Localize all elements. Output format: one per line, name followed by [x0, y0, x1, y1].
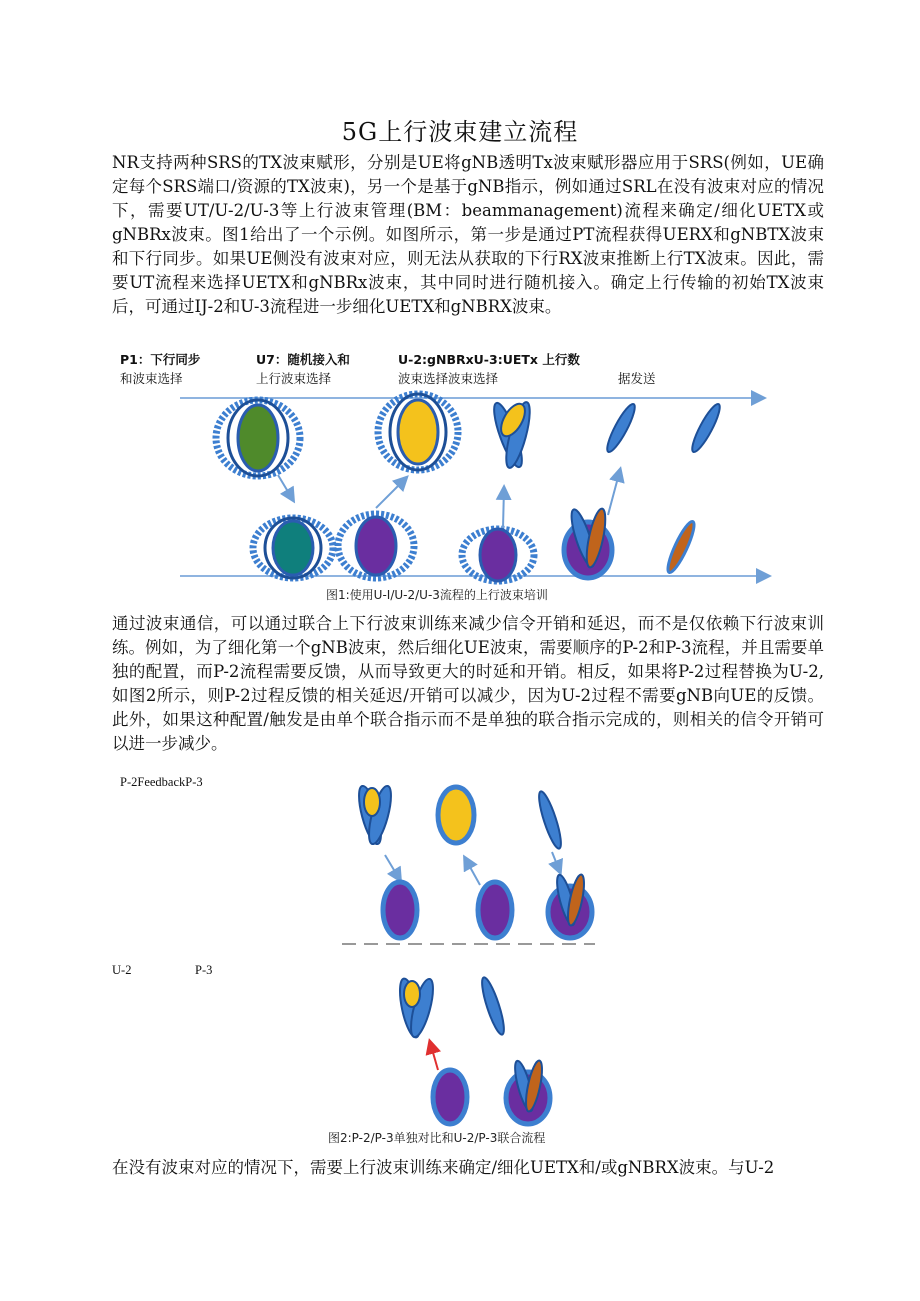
figure-2-caption: 图2:P-2/P-3单独对比和U-2/P-3联合流程: [328, 1131, 546, 1145]
intro-paragraph: NR支持两种SRS的TX波束赋形，分别是UE将gNB透明Tx波束赋形器应用于SRS(例如，UE确定每个SRS端口/资源的TX波束)，另一个是基于gNB指示，例如通过SRL在没有波束对应的情况下，需要UT/U-2/U-3等上行波束管理(BM：beammanagement)流程来确定/细化UETX或gNBRx波束。图1给出了一个示例。如图所示，第一步是通过PT流程获得UERX和gNBTX波束和下行同步。如果UE侧没有波束对应，则无法从获取的下行RX波束推断上行TX波束。因此，需要UT流程来选择UETX和gNBRx波束，其中同时进行随机接入。确定上行传输的初始TX波束后，可通过IJ-2和U-3流程进一步细化UETX和gNBRX波束。: [112, 153, 824, 316]
ue-data-beam: [664, 519, 699, 575]
figure-1: [108, 350, 778, 610]
ue-beam-purple-2: [462, 529, 534, 581]
u2-narrow-beams: [396, 977, 438, 1039]
ue-wide-beam-teal: [253, 518, 333, 578]
page-title: 5G上行波束建立流程: [341, 118, 579, 146]
fig1-stage-data-label: 据发送: [618, 371, 656, 386]
ue-beam-b: [478, 882, 512, 938]
gnb-wide-beam-yellow: [378, 394, 458, 470]
ue-beam-c: [433, 1070, 467, 1124]
p3-gnb-beam: [438, 787, 474, 843]
ue-wide-beam-purple: [338, 514, 414, 578]
u2p3-refined-beam: [478, 976, 508, 1037]
fig2-top-label: P-2FeedbackP-3: [120, 775, 203, 789]
fig1-stage-u2u3-label: U-2:gNBRxU-3:UETx 上行数 波束选择波束选择: [398, 352, 580, 386]
p3-refined-beam: [535, 790, 565, 851]
arrow-down-1: [278, 475, 293, 500]
gnb-narrow-beams: [489, 400, 535, 470]
figure-2-diagram: [330, 780, 610, 1140]
ue-narrow-beams: [564, 507, 612, 578]
second-paragraph: 通过波束通信，可以通过联合上下行波束训练来减少信令开销和延迟，而不是仅依赖下行波束训练。例如，为了细化第一个gNB波束，然后细化UE波束，需要顺序的P-2和P-3流程，并且需要单独的配置，而P-2流程需要反馈，从而导致更大的时延和开销。相反，如果将P-2过程替换为U-2,如图2所示，则P-2过程反馈的相关延迟/开销可以减少，因为U-2过程不需要gNB向UE的反馈。此外，如果这种配置/触发是由单个联合指示而不是单独的联合指示完成的，则相关的信令开销可以进一步减少。: [112, 614, 824, 753]
fig2-arrow-up: [465, 858, 480, 885]
figure-1-caption: 图1:使用U-I/U-2/U-3流程的上行波束培训: [326, 588, 548, 602]
fig2-arrow-down-2: [552, 852, 560, 872]
ue-beam-a: [383, 882, 417, 938]
gnb-wide-beam-green: [216, 400, 300, 476]
p2-narrow-beams: [355, 784, 396, 846]
figure-1-diagram: [108, 350, 778, 610]
fig1-stage-u1-label: U7：随机接入和 上行波束选择: [256, 352, 350, 386]
third-paragraph: 在没有波束对应的情况下，需要上行波束训练来确定/细化UETX和/或gNBRX波束。与U-2: [112, 1158, 775, 1177]
fig2-red-arrow: [430, 1042, 438, 1070]
fig2-p3-label: P-3: [195, 963, 213, 977]
fig2-arrow-down: [385, 855, 400, 880]
arrow-up-3: [608, 470, 620, 515]
arrow-up-1: [376, 478, 406, 508]
gnb-refined-beam: [603, 401, 639, 454]
ue-narrow-beam-group: [548, 873, 592, 938]
gnb-data-beam: [688, 401, 724, 454]
fig1-stage-p1-label: P1：下行同步 和波束选择: [120, 352, 201, 386]
arrow-up-2: [503, 488, 504, 528]
ue-narrow-beam-group-2: [506, 1059, 550, 1124]
fig2-u2-label: U-2: [112, 963, 132, 977]
